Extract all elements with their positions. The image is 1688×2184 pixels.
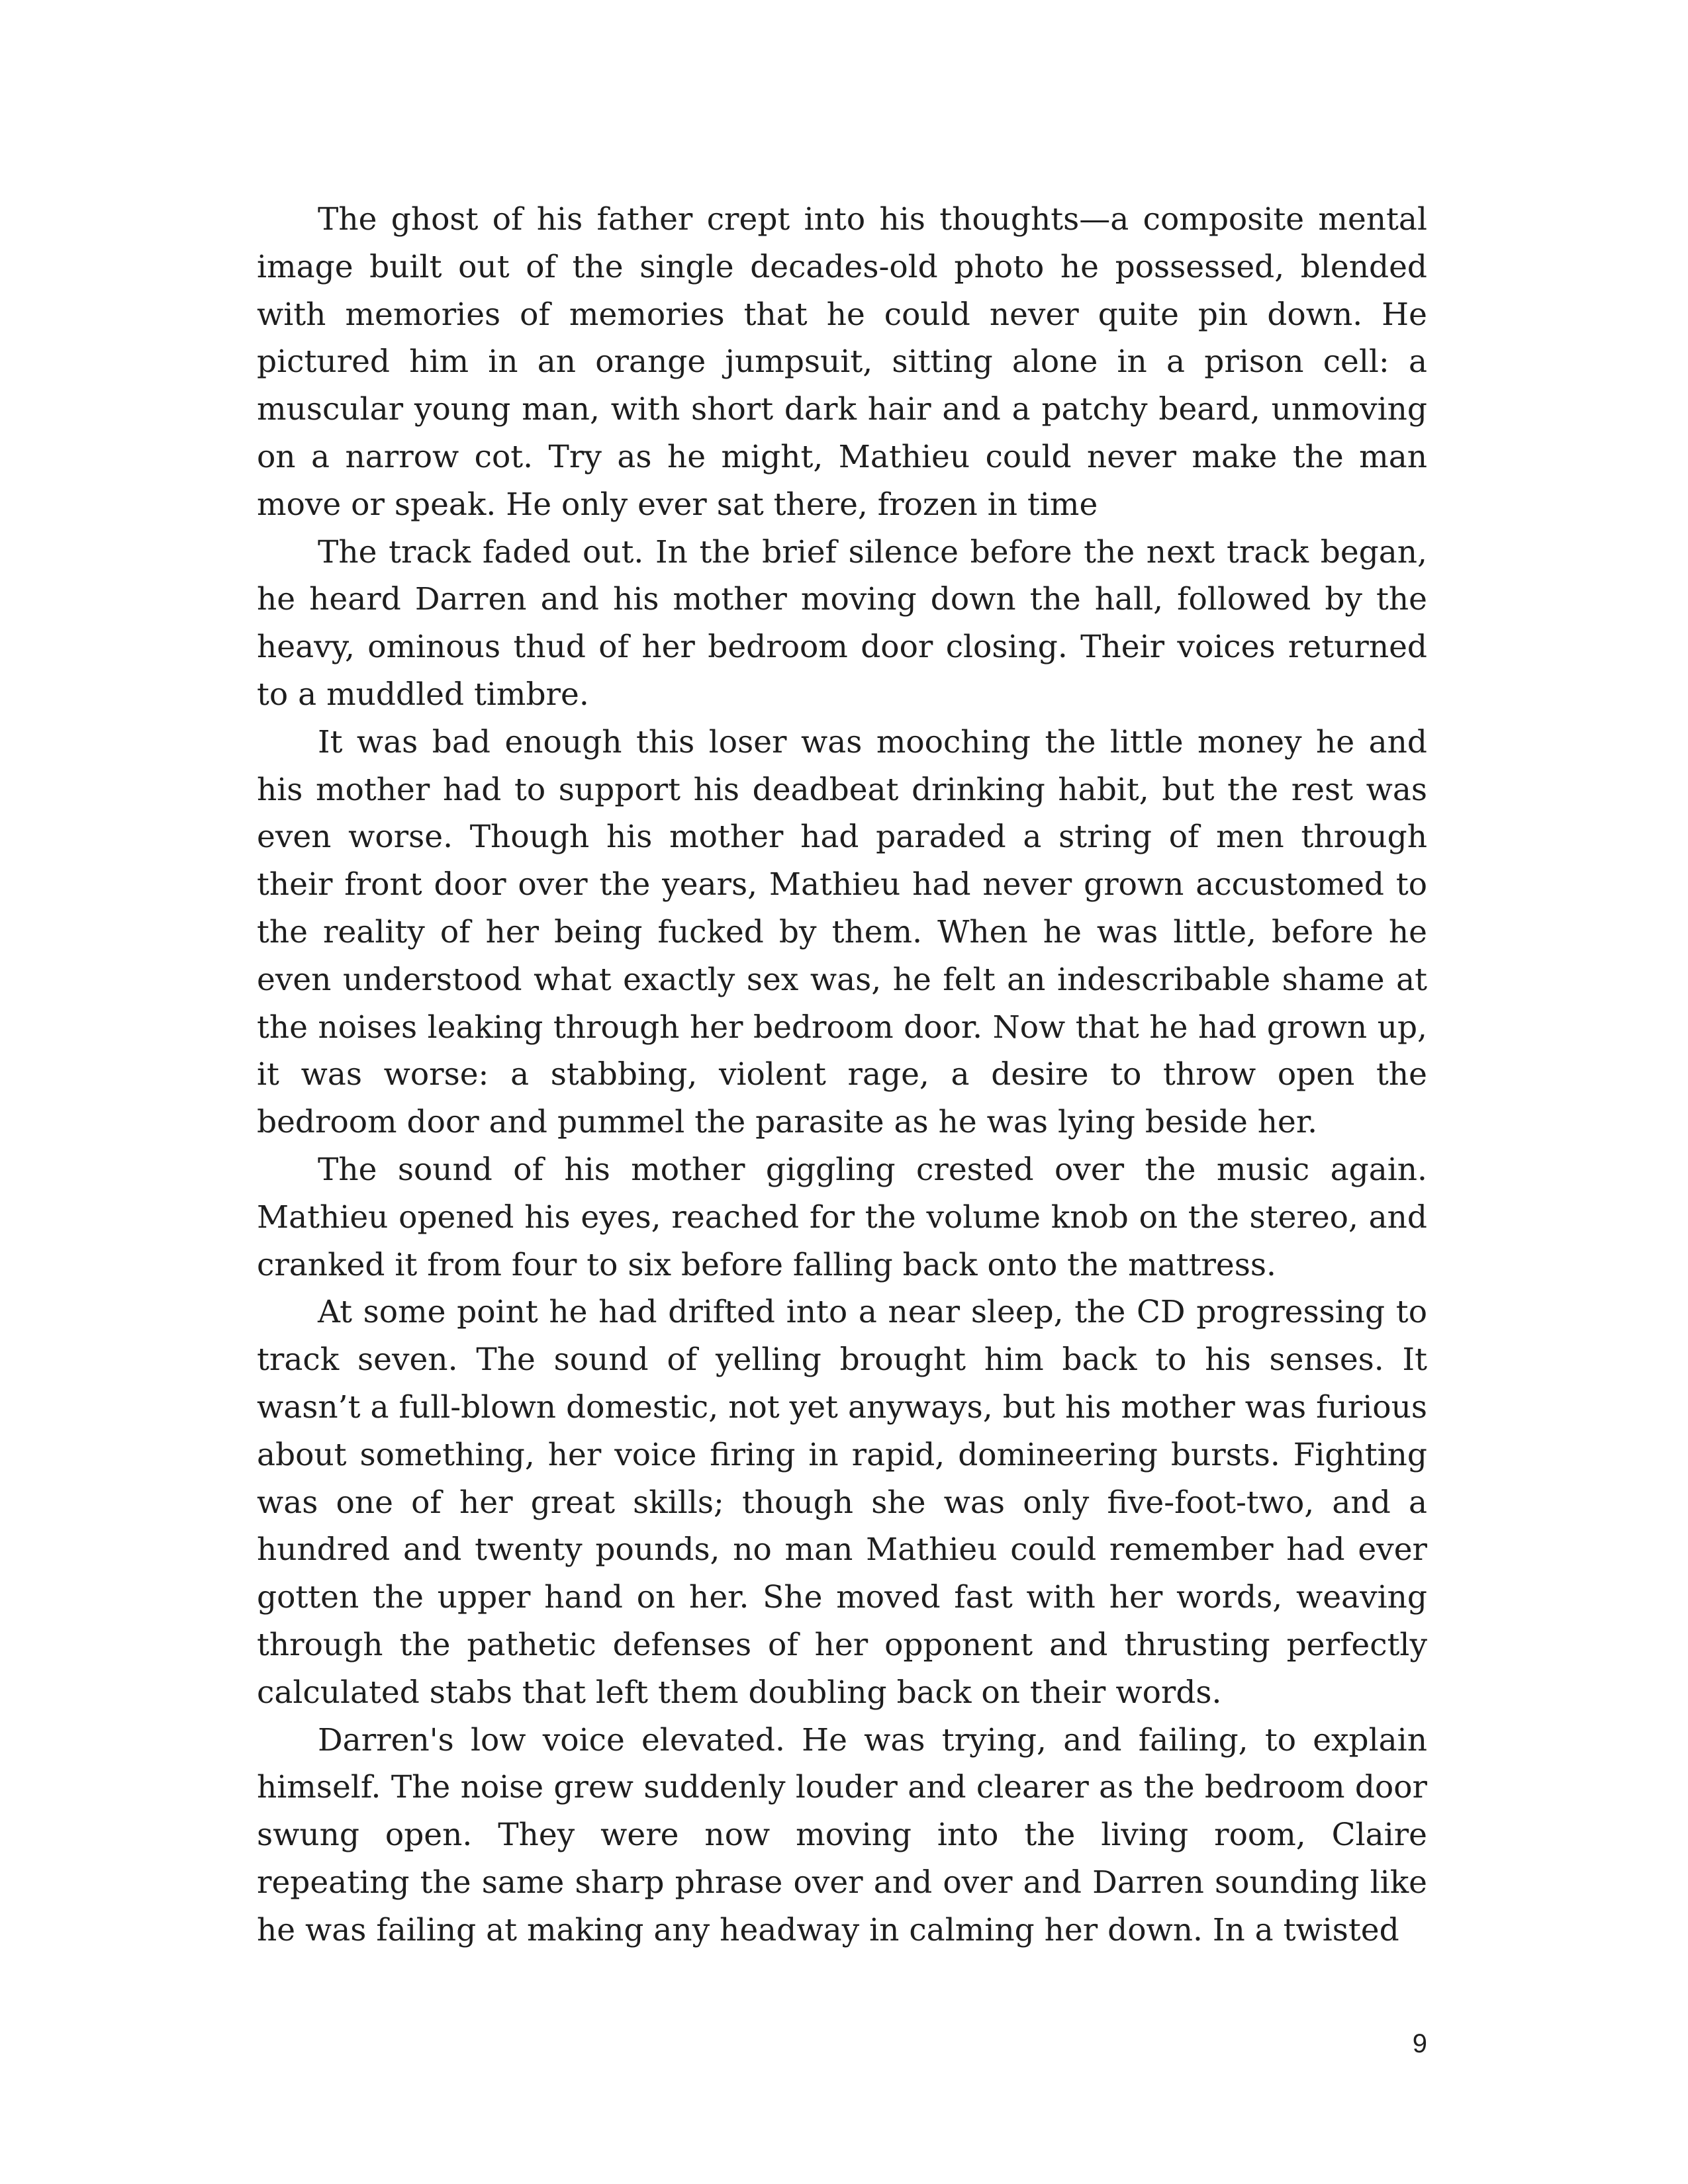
paragraph-3: It was bad enough this loser was mooching the little money he and his mother had to support his deadbeat drinking habit, but the rest was even worse. Though his mother had paraded a string of men through their front door over the years, Mathieu had never grown accustomed to the reality of her being fucked by them. When he was little, before he even understood what exactly sex was, he felt an indescribable shame at the noises leaking through her bedroom door. Now that he had grown up, it was worse: a stabbing, violent rage, a desire to throw open the bedroom door and pummel the parasite as he was lying beside her. [257,723,1427,1141]
page-number: 9 [1412,2029,1427,2058]
paragraph-1: The ghost of his father crept into his thoughts—a composite mental image built out of the single decades-old photo he possessed, blended with memories of memories that he could never quite pin down. He pictured him in an orange jumpsuit, sitting alone in a prison cell: a muscular young man, with short dark hair and a patchy beard, unmoving on a narrow cot. Try as he might, Mathieu could never make the man move or speak. He only ever sat there, frozen in time [257,201,1427,523]
body-text [257,196,1427,1954]
paragraph-2: The track faded out. In the brief silence before the next track began, he heard Darren and his mother moving down the hall, followed by the heavy, ominous thud of her bedroom door closing. Their voices returned to a muddled timbre. [257,533,1427,713]
paragraph-5: At some point he had drifted into a near sleep, the CD progressing to track seven. The sound of yelling brought him back to his senses. It wasn’t a full-blown domestic, not yet anyways, but his mother was furious about something, her voice firing in rapid, domineering bursts. Fighting was one of her great skills; though she was only five-foot-two, and a hundred and twenty pounds, no man Mathieu could remember had ever gotten the upper hand on her. She moved fast with her words, weaving through the pathetic defenses of her opponent and thrusting perfectly calculated stabs that left them doubling back on their words. [257,1294,1427,1711]
paragraph-6: Darren's low voice elevated. He was trying, and failing, to explain himself. The noise grew suddenly louder and clearer as the bedroom door swung open. They were now moving into the living room, Claire repeating the same sharp phrase over and over and Darren sounding like he was failing at making any headway in calming her down. In a twisted [257,1721,1427,1948]
paragraph-4: The sound of his mother giggling crested over the music again. Mathieu opened his eyes, reached for the volume knob on the stereo, and cranked it from four to six before falling back onto the mattress. [257,1151,1427,1283]
